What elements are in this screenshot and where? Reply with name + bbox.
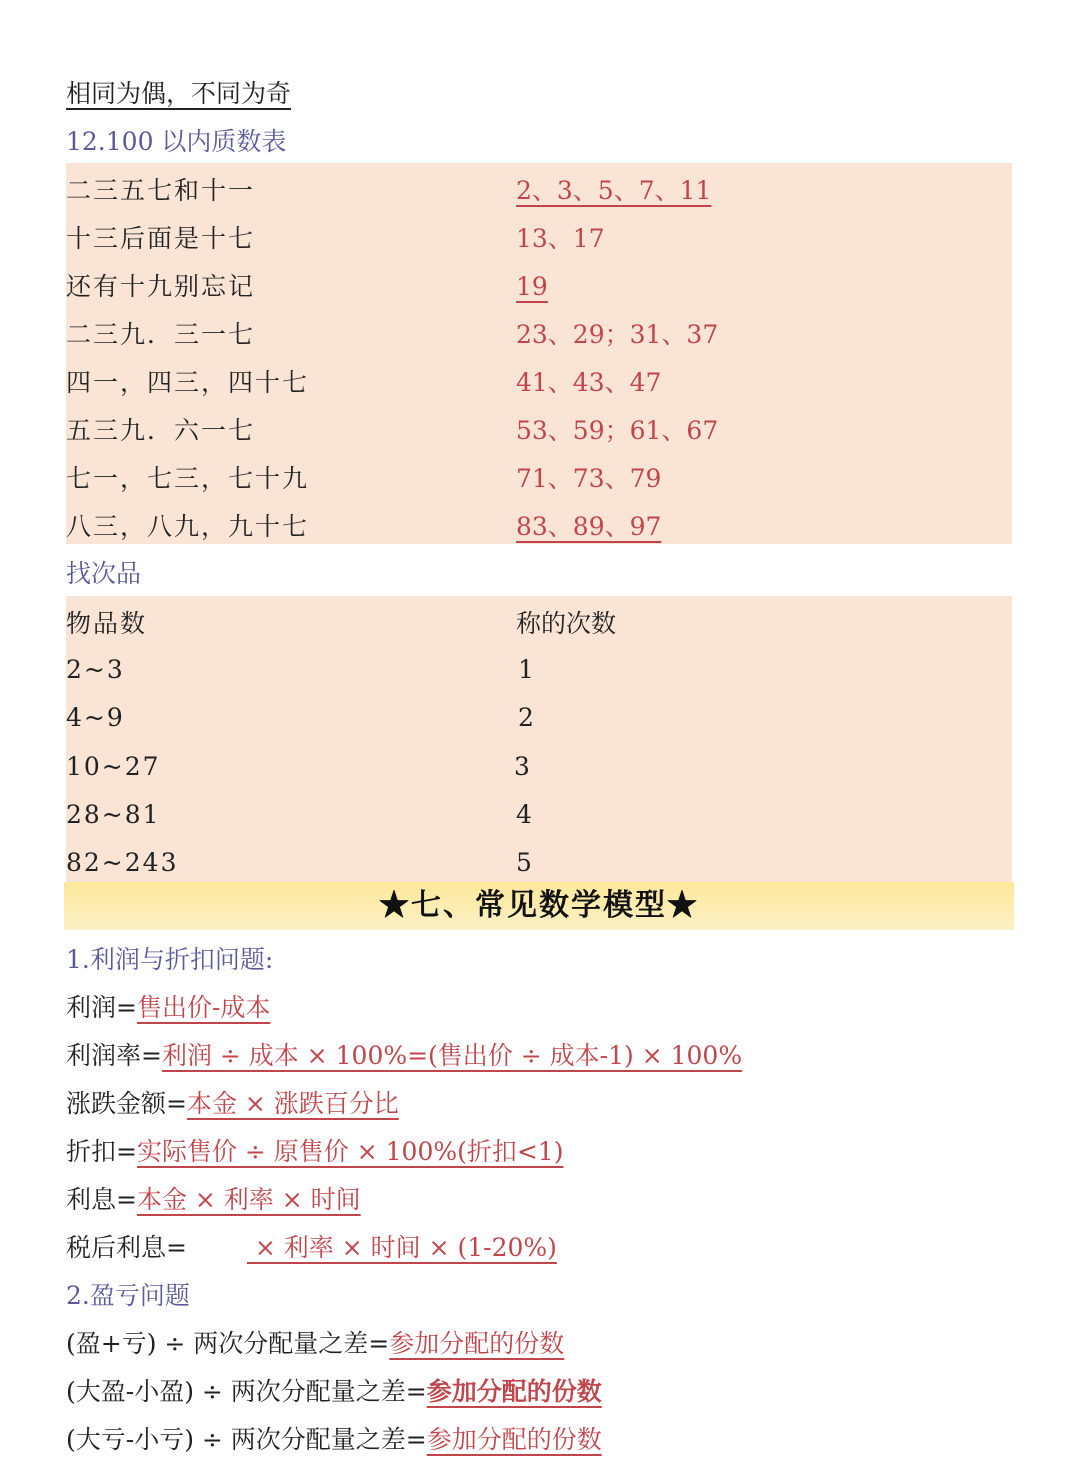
formula-rhs: 本金 × 涨跌百分比 [186,1089,399,1118]
prime-numbers: 83、89、97 [516,512,662,541]
prime-numbers: 13、17 [516,224,605,253]
item-count: 82~243 [66,848,179,877]
prime-mnemonic: 八三，八九，九十七 [66,512,310,541]
prime-numbers: 2、3、5、7、11 [516,176,712,205]
weigh-times: 4 [516,800,532,829]
prime-numbers: 53、59；61、67 [516,416,719,445]
item-count: 10~27 [66,752,161,781]
item-count: 2~3 [66,655,125,684]
item-count: 28~81 [66,800,161,829]
defective-heading: 找次品 [66,559,142,588]
prime-numbers: 19 [516,272,548,301]
weigh-times: 5 [516,848,532,877]
column-header-items: 物品数 [66,609,148,638]
formula-lhs: 利息= [66,1185,137,1214]
formula-rhs: 实际售价 ÷ 原售价 × 100%(折扣<1) [136,1137,564,1166]
formula-discount [66,1128,563,1176]
formula-rhs: 参加分配的份数 [426,1425,602,1454]
formula-rhs: × 利率 × 时间 × (1-20%) [246,1233,557,1262]
prime-numbers: 71、73、79 [516,464,662,493]
weigh-times: 3 [514,752,530,781]
formula-lhs: 涨跌金额= [66,1089,187,1118]
formula-rhs: 参加分配的份数 [426,1377,602,1406]
item-count: 4~9 [66,703,125,732]
table-row [66,839,1012,887]
formula-lhs: 折扣= [66,1137,137,1166]
table-row [66,791,1012,839]
formula-rhs: 利润 ÷ 成本 × 100%=(售出价 ÷ 成本-1) × 100% [161,1041,743,1070]
table-row [66,503,1012,551]
formula-profit-rate [66,1032,742,1080]
table-row [66,311,1012,359]
prime-mnemonic: 二三九．三一七 [66,320,256,349]
prime-mnemonic: 四一，四三，四十七 [66,368,310,397]
formula-lhs: (大亏-小亏) ÷ 两次分配量之差= [66,1425,427,1454]
primes-table [66,163,1012,544]
table-row [66,167,1012,215]
prime-mnemonic: 七一，七三，七十九 [66,464,310,493]
formula-lhs: 税后利息= [66,1233,187,1262]
table-row [66,694,1012,742]
formula-lhs: 利润率= [66,1041,162,1070]
prime-mnemonic: 十三后面是十七 [66,224,256,253]
prime-mnemonic: 二三五七和十一 [66,176,256,205]
prime-numbers: 23、29；31、37 [516,320,719,349]
formula-lhs: (盈+亏) ÷ 两次分配量之差= [66,1329,390,1358]
formula-surplus-deficit [66,1320,564,1368]
formula-two-deficit [66,1416,602,1464]
formula-change-amount [66,1080,399,1128]
table-row [66,263,1012,311]
table-row [66,215,1012,263]
surplus-heading: 2.盈亏问题 [66,1281,190,1310]
formula-lhs: 利润= [66,993,137,1022]
formula-lhs: (大盈-小盈) ÷ 两次分配量之差= [66,1377,427,1406]
formula-profit [66,984,270,1032]
formula-rhs: 参加分配的份数 [389,1329,565,1358]
prime-mnemonic: 还有十九别忘记 [66,272,256,301]
table-row [66,407,1012,455]
formula-after-tax-interest [66,1224,557,1272]
prime-mnemonic: 五三九．六一七 [66,416,256,445]
defective-table [66,596,1012,884]
formula-rhs: 售出价-成本 [136,993,271,1022]
prime-numbers: 41、43、47 [516,368,662,397]
odd-even-rule: 相同为偶，不同为奇 [66,79,292,108]
table-row [66,646,1012,694]
formula-interest [66,1176,361,1224]
profit-heading: 1.利润与折扣问题: [66,945,274,974]
weigh-times: 1 [518,655,534,684]
formula-rhs: 本金 × 利率 × 时间 [136,1185,361,1214]
formula-two-surplus [66,1368,602,1416]
primes-heading: 12.100 以内质数表 [66,127,287,156]
column-header-times: 称的次数 [516,609,617,638]
weigh-times: 2 [518,703,534,732]
section-banner: ★七、常见数学模型★ [64,882,1014,930]
table-header-row [66,600,1012,648]
table-row [66,743,1012,791]
table-row [66,359,1012,407]
table-row [66,455,1012,503]
